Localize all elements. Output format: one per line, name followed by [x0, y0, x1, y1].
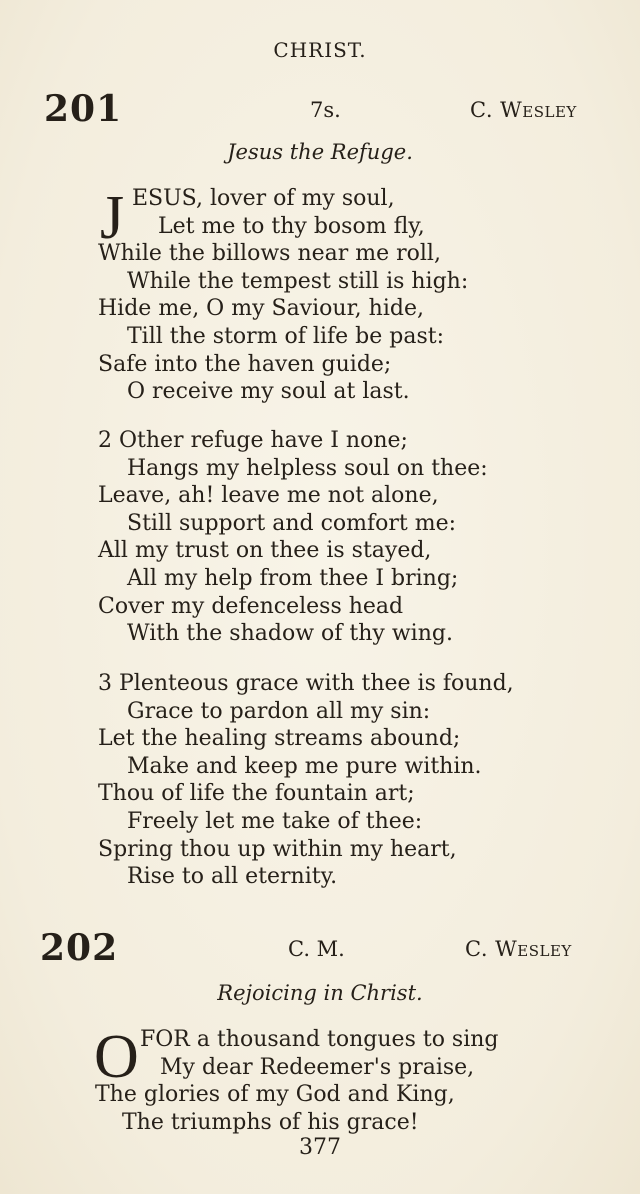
verse-line: Rise to all eternity.: [127, 864, 338, 889]
verse-line: Make and keep me pure within.: [127, 754, 482, 779]
verse-line: The triumphs of his grace!: [122, 1110, 419, 1135]
hymn-number: 201: [44, 88, 123, 130]
verse-line: Let me to thy bosom fly,: [158, 214, 425, 239]
verse-line: Hangs my helpless soul on thee:: [127, 456, 488, 481]
hymn-title: Jesus the Refuge.: [227, 140, 413, 164]
verse-line: With the shadow of thy wing.: [127, 621, 453, 646]
hymn-201-header: [0, 88, 640, 132]
verse-line: FOR a thousand tongues to sing: [140, 1027, 499, 1052]
verse-line: ESUS, lover of my soul,: [132, 186, 395, 211]
verse-line: Freely let me take of thee:: [127, 809, 423, 834]
hymn-meter: C. M.: [288, 937, 345, 961]
hymn-title: Rejoicing in Christ.: [217, 981, 423, 1005]
verse-line: Leave, ah! leave me not alone,: [98, 483, 439, 508]
verse-line: O receive my soul at last.: [127, 379, 410, 404]
hymn-meter: 7s.: [310, 98, 341, 122]
verse-line: Still support and comfort me:: [127, 511, 457, 536]
verse-line: My dear Redeemer's praise,: [160, 1055, 475, 1080]
verse-line: Hide me, O my Saviour, hide,: [98, 296, 424, 321]
verse-line: The glories of my God and King,: [95, 1082, 455, 1107]
hymn-author: C. Wesley: [465, 937, 572, 961]
hymn-number: 202: [40, 927, 119, 969]
verse-line: Safe into the haven guide;: [98, 352, 392, 377]
drop-cap: O: [94, 1023, 139, 1091]
hymn-author: C. Wesley: [470, 98, 577, 122]
verse-line: Let the healing streams abound;: [98, 726, 461, 751]
verse-line: All my trust on thee is stayed,: [98, 538, 432, 563]
drop-cap: J: [100, 184, 125, 252]
running-head: CHRIST.: [273, 38, 367, 62]
verse-line: All my help from thee I bring;: [127, 566, 459, 591]
verse-line: While the billows near me roll,: [98, 241, 441, 266]
verse-line: Spring thou up within my heart,: [98, 837, 457, 862]
verse-line: 2 Other refuge have I none;: [98, 428, 408, 453]
verse-line: Thou of life the fountain art;: [98, 781, 415, 806]
verse-line: While the tempest still is high:: [127, 269, 469, 294]
verse-line: Grace to pardon all my sin:: [127, 699, 431, 724]
verse-line: Cover my defenceless head: [98, 594, 404, 619]
hymn-202-header: [0, 927, 640, 971]
verse-line: 3 Plenteous grace with thee is found,: [98, 671, 514, 696]
verse-line: Till the storm of life be past:: [127, 324, 444, 349]
page-number: 377: [299, 1135, 341, 1160]
